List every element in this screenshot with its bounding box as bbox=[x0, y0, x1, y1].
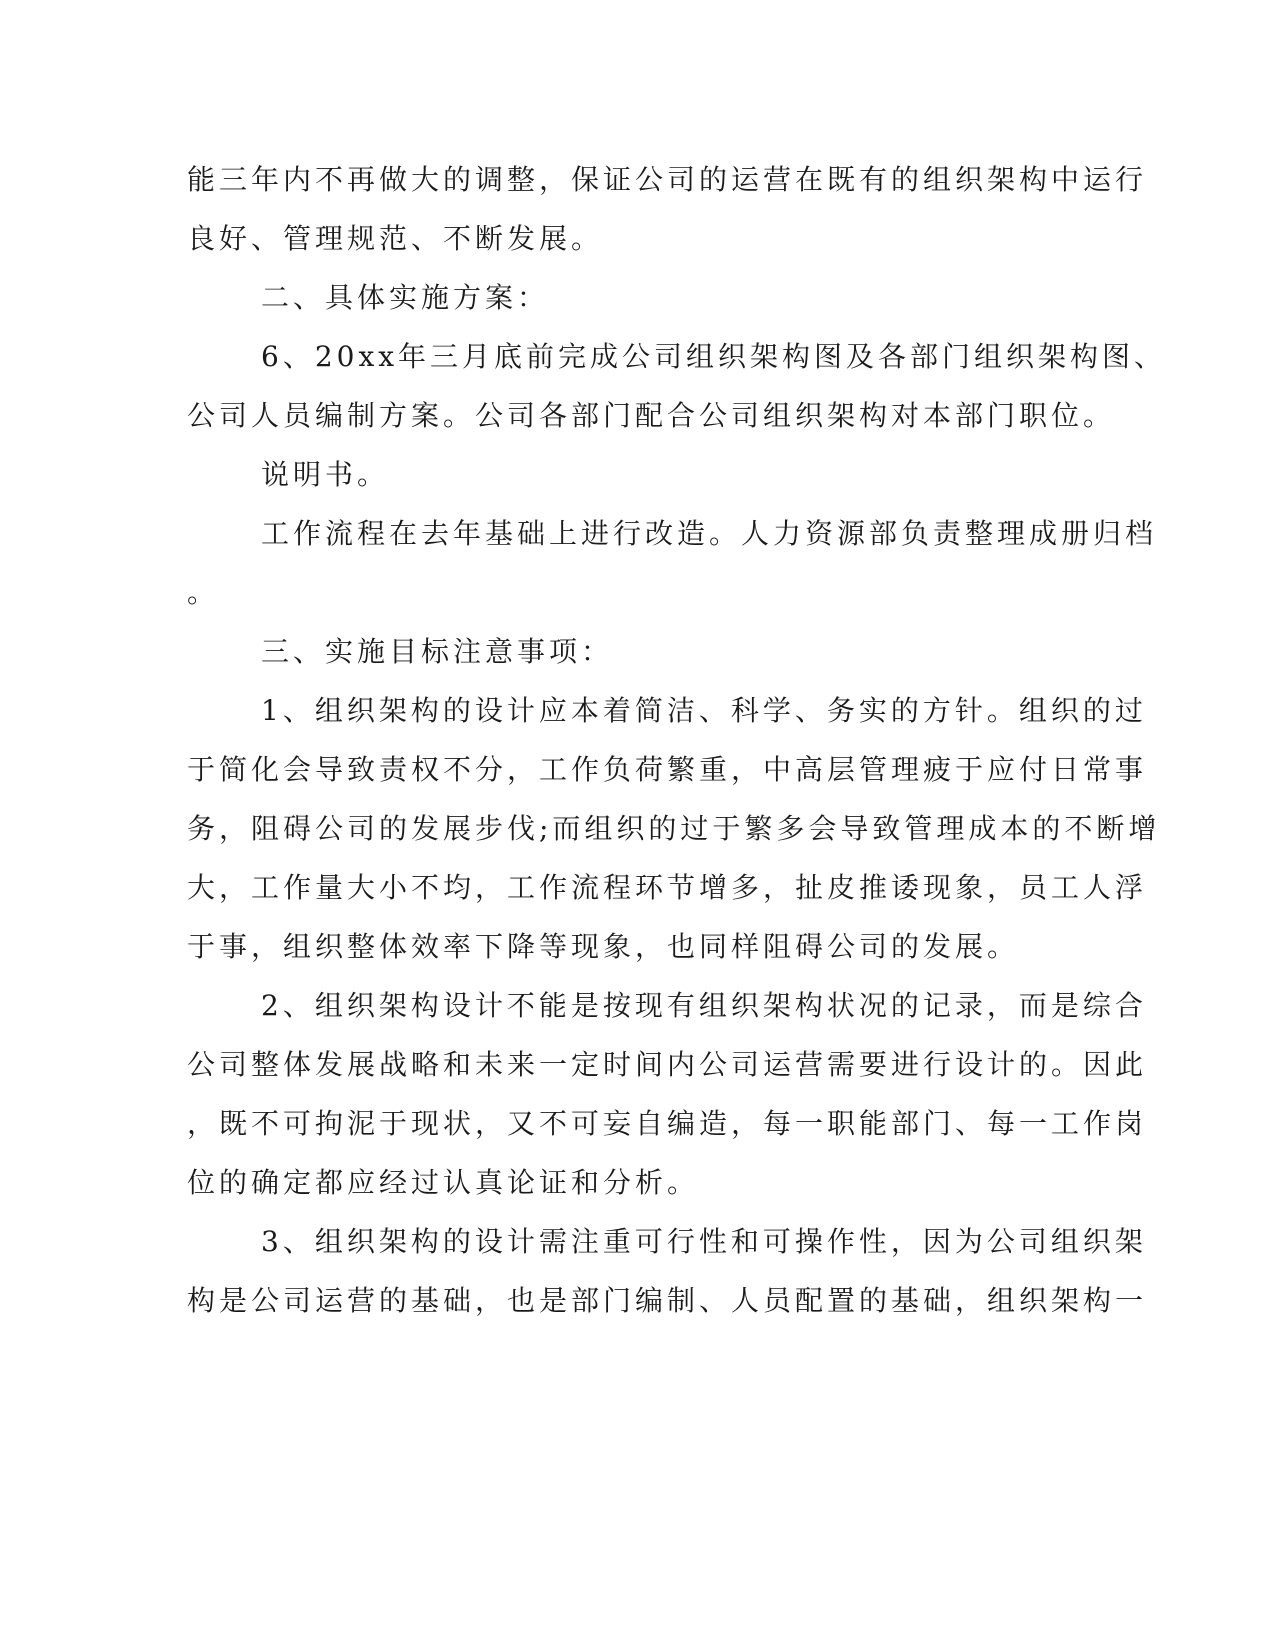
text-line: ，既不可拘泥于现状，又不可妄自编造，每一职能部门、每一工作岗 bbox=[187, 1107, 1148, 1140]
text-line: 6、20xx年三月底前完成公司组织架构图及各部门组织架构图、 bbox=[261, 340, 1167, 373]
text-line: 公司人员编制方案。公司各部门配合公司组织架构对本部门职位。 bbox=[187, 399, 1116, 432]
text-line: 1、组织架构的设计应本着简洁、科学、务实的方针。组织的过 bbox=[261, 694, 1147, 727]
text-line: 说明书。 bbox=[261, 458, 390, 491]
text-line: 2、组织架构设计不能是按现有组织架构状况的记录，而是综合 bbox=[261, 989, 1147, 1022]
text-line: 能三年内不再做大的调整，保证公司的运营在既有的组织架构中运行 bbox=[187, 163, 1148, 196]
text-line: 构是公司运营的基础，也是部门编制、人员配置的基础，组织架构一 bbox=[187, 1284, 1148, 1317]
text-line: 工作流程在去年基础上进行改造。人力资源部负责整理成册归档 bbox=[261, 517, 1158, 550]
text-line: 大，工作量大小不均，工作流程环节增多，扯皮推诿现象，员工人浮 bbox=[187, 871, 1148, 904]
text-line: 务，阻碍公司的发展步伐;而组织的过于繁多会导致管理成本的不断增 bbox=[187, 812, 1161, 845]
text-line: 于事，组织整体效率下降等现象，也同样阻碍公司的发展。 bbox=[187, 930, 1020, 963]
section-heading: 三、实施目标注意事项： bbox=[261, 635, 614, 668]
section-heading: 二、具体实施方案： bbox=[261, 281, 550, 314]
text-line: 3、组织架构的设计需注重可行性和可操作性，因为公司组织架 bbox=[261, 1225, 1147, 1258]
text-line: 。 bbox=[187, 576, 220, 609]
text-line: 良好、管理规范、不断发展。 bbox=[187, 222, 604, 255]
text-line: 公司整体发展战略和未来一定时间内公司运营需要进行设计的。因此 bbox=[187, 1048, 1148, 1081]
text-line: 位的确定都应经过认真论证和分析。 bbox=[187, 1166, 700, 1199]
text-line: 于简化会导致责权不分，工作负荷繁重，中高层管理疲于应付日常事 bbox=[187, 753, 1148, 786]
